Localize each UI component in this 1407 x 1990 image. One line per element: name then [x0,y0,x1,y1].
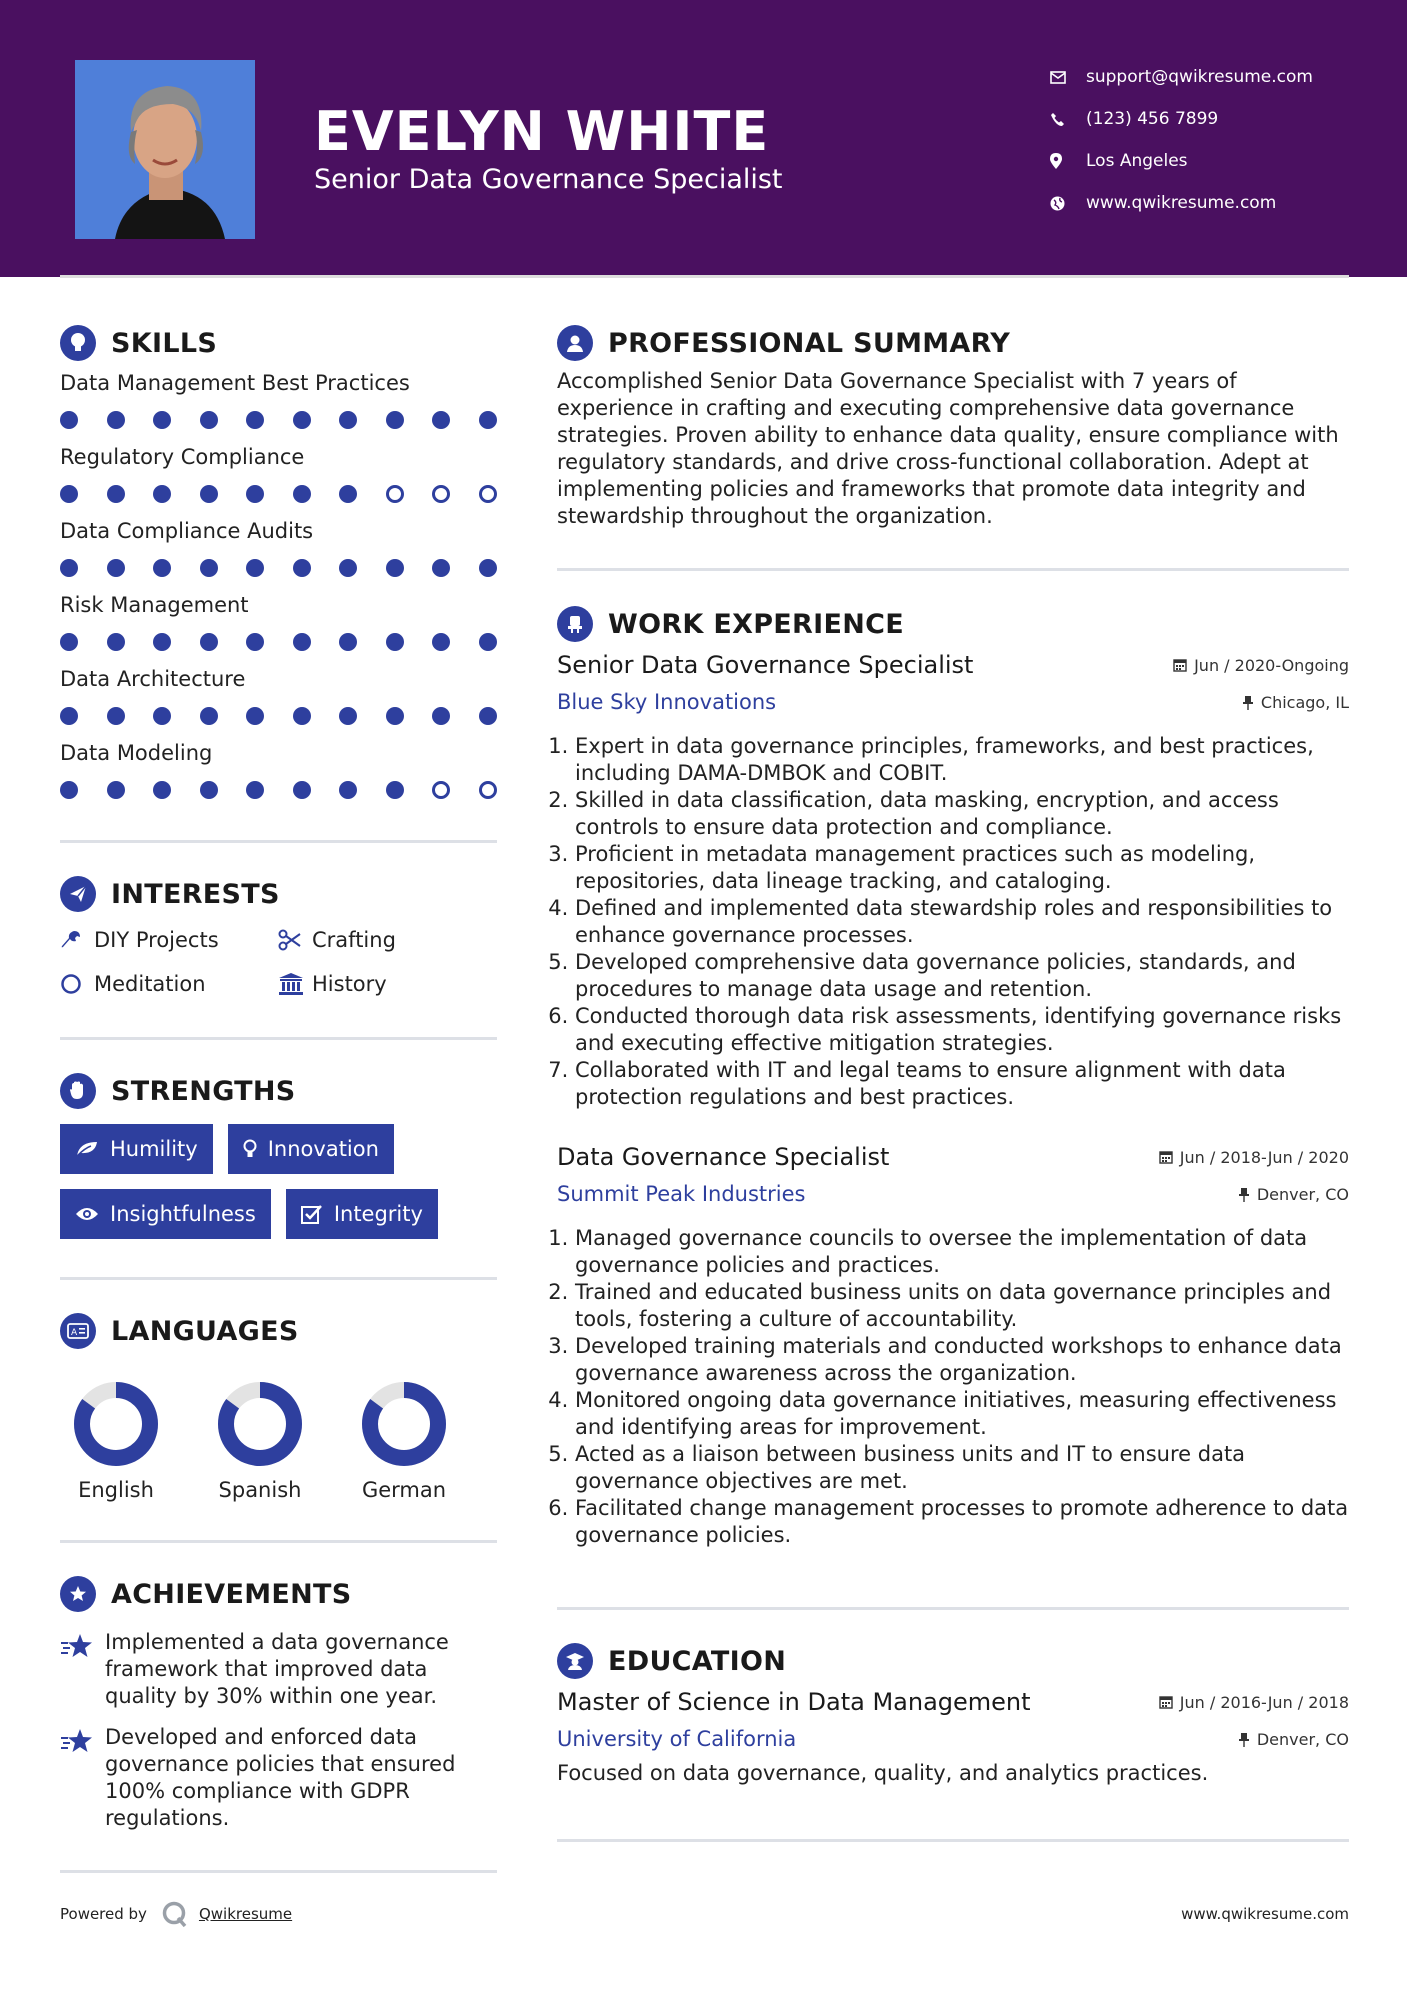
lightbulb-icon [60,325,96,361]
achievement-item [60,1724,497,1832]
languages-section [60,1308,497,1502]
achievement-item [60,1629,497,1710]
interests-section [60,871,497,999]
duty-item: 3. Proficient in metadata management practices such as modeling, repositories, data lineage tracking, and cataloging. [575,841,1349,895]
rating-dot-filled [200,707,218,725]
strengths-title: STRENGTHS [111,1075,296,1107]
rating-dot-empty [432,485,450,503]
education-section [557,1638,1349,1787]
job-dates-text: Jun / 2020-Ongoing [1194,655,1349,675]
rating-dot-filled [432,559,450,577]
calendar-icon [1173,658,1187,672]
skill-item [60,590,497,664]
rating-dot-filled [432,707,450,725]
rating-dot-filled [386,559,404,577]
rating-dot-filled [246,707,264,725]
education-location-text: Denver, CO [1256,1729,1349,1749]
contact-location-text: Los Angeles [1086,151,1188,171]
duty-item: 5. Acted as a liaison between business units and IT to ensure data governance objectives are met. [575,1441,1349,1495]
interest-label: Crafting [312,928,396,952]
contact-email[interactable] [1050,56,1313,98]
pushpin-icon [1238,1732,1250,1747]
strength-tag [60,1189,271,1239]
check-square-icon [301,1204,323,1224]
user-icon [557,325,593,361]
footer-website[interactable]: www.qwikresume.com [1181,1905,1349,1923]
job-location [1242,693,1349,712]
rating-dot-filled [339,633,357,651]
duty-item: 1. Managed governance councils to oversee the implementation of data governance policies and practices. [575,1225,1349,1279]
rating-dot-filled [479,411,497,429]
contact-website-text: www.qwikresume.com [1086,193,1277,213]
rating-dot-filled [246,633,264,651]
language-donut [360,1380,448,1468]
bank-icon [278,972,312,996]
portrait-image [75,60,255,239]
resume-header [0,0,1407,277]
language-label: Spanish [218,1478,302,1502]
strength-label: Integrity [333,1202,423,1226]
contact-email-text: support@qwikresume.com [1086,67,1313,87]
star-icon [60,1629,105,1710]
rating-dot-filled [107,485,125,503]
rating-dot-filled [107,633,125,651]
skill-item [60,664,497,738]
section-divider [60,1037,497,1040]
skill-rating [60,768,497,812]
skill-item [60,738,497,812]
rating-dot-filled [339,781,357,799]
company-row [557,683,1349,721]
achievements-section [60,1571,497,1832]
experience-section [557,601,1349,1549]
interest-label: History [312,972,387,996]
qwikresume-logo-icon [161,1900,189,1928]
company-name: Blue Sky Innovations [557,690,777,714]
rating-dot-filled [153,411,171,429]
skill-rating [60,398,497,442]
interest-label: Meditation [94,972,206,996]
wrench-icon [60,929,94,951]
powered-by [60,1900,292,1928]
skill-name: Regulatory Compliance [60,445,305,469]
scissors-icon [278,929,312,951]
rating-dot-filled [153,559,171,577]
rating-dot-filled [107,707,125,725]
rating-dot-filled [293,485,311,503]
job-duties [557,1225,1349,1549]
rating-dot-filled [479,559,497,577]
skill-name: Risk Management [60,593,249,617]
language-donut [72,1380,160,1468]
education-location [1238,1730,1349,1749]
rating-dot-filled [479,633,497,651]
brand-link[interactable]: Qwikresume [198,1905,293,1923]
skill-rating [60,546,497,590]
rating-dot-filled [153,707,171,725]
language-item [60,1380,172,1502]
duty-item: 2. Trained and educated business units on data governance principles and tools, fostering a culture of accountability. [575,1279,1349,1333]
interests-list [60,925,497,999]
languages-heading [60,1308,497,1354]
experience-heading [557,601,1349,647]
skills-heading [60,320,497,366]
job-title: Data Governance Specialist [557,1143,890,1171]
strengths-list [60,1124,497,1239]
job-dates [1173,656,1349,675]
rating-dot-filled [339,559,357,577]
interests-title: INTERESTS [111,878,280,910]
section-divider [557,1607,1349,1610]
degree-row [557,1684,1349,1720]
achievement-text: Developed and enforced data governance policies that ensured 100% compliance with GDPR regulations. [105,1725,456,1830]
rating-dot-filled [293,781,311,799]
language-icon [60,1313,96,1349]
interest-item [60,969,278,999]
skills-list [60,368,497,812]
interests-heading [60,871,497,917]
right-column [557,320,1349,1842]
rating-dot-filled [246,559,264,577]
summary-title: PROFESSIONAL SUMMARY [608,327,1011,359]
strength-tag [228,1124,394,1174]
education-title: EDUCATION [608,1645,787,1677]
language-label: German [361,1478,447,1502]
rating-dot-filled [386,707,404,725]
rating-dot-filled [386,411,404,429]
language-item [348,1380,460,1502]
section-divider [557,568,1349,571]
duty-item: 6. Conducted thorough data risk assessments, identifying governance risks and executing effective mitigation strategies. [575,1003,1349,1057]
duty-item: 2. Skilled in data classification, data masking, encryption, and access controls to ensure data protection and compliance. [575,787,1349,841]
lightbulb-icon [243,1139,257,1159]
job-dates [1159,1148,1349,1167]
strengths-section [60,1068,497,1239]
language-label: English [78,1478,154,1502]
rating-dot-filled [60,411,78,429]
achievements-title: ACHIEVEMENTS [111,1578,352,1610]
achievement-text: Implemented a data governance framework that improved data quality by 30% within one year. [105,1630,449,1708]
hand-icon [60,1073,96,1109]
education-dates-text: Jun / 2016-Jun / 2018 [1179,1692,1349,1712]
rating-dot-empty [386,485,404,503]
job-location-text: Chicago, IL [1260,692,1349,712]
job-entry [557,647,1349,1111]
section-divider [557,1839,1349,1842]
leaf-icon [75,1140,99,1158]
strength-label: Innovation [267,1137,379,1161]
page-footer [60,1900,1349,1928]
experience-title: WORK EXPERIENCE [608,608,904,640]
section-divider [60,840,497,843]
rating-dot-filled [200,559,218,577]
rating-dot-filled [246,411,264,429]
profile-photo [75,60,255,239]
rating-dot-filled [200,411,218,429]
rating-dot-filled [432,633,450,651]
candidate-name: EVELYN WHITE [314,100,770,163]
section-divider [60,1277,497,1280]
rating-dot-filled [60,485,78,503]
skill-rating [60,620,497,664]
job-location-text: Denver, CO [1256,1184,1349,1204]
rating-dot-filled [386,781,404,799]
contact-website[interactable] [1050,182,1313,224]
skill-name: Data Management Best Practices [60,371,410,395]
job-title-row [557,1139,1349,1175]
rating-dot-filled [293,707,311,725]
achievements-heading [60,1571,497,1617]
candidate-role: Senior Data Governance Specialist [314,164,783,195]
globe-icon [1050,196,1086,211]
rating-dot-filled [339,485,357,503]
rating-dot-filled [479,707,497,725]
strength-label: Insightfulness [110,1202,256,1226]
envelope-icon [1050,71,1086,84]
school-name: University of California [557,1727,797,1751]
rating-dot-empty [432,781,450,799]
strengths-heading [60,1068,497,1114]
circle-icon [60,973,94,995]
eye-icon [75,1206,99,1222]
paper-plane-icon [60,876,96,912]
duty-item: 4. Monitored ongoing data governance initiatives, measuring effectiveness and identifying areas for improvement. [575,1387,1349,1441]
skill-item [60,516,497,590]
calendar-icon [1159,1150,1173,1164]
rating-dot-filled [200,485,218,503]
skill-rating [60,694,497,738]
strength-tag [286,1189,438,1239]
rating-dot-filled [432,411,450,429]
education-heading [557,1638,1349,1684]
duty-item: 3. Developed training materials and conducted workshops to enhance data governance awareness across the organization. [575,1333,1349,1387]
rating-dot-filled [200,633,218,651]
rating-dot-filled [60,707,78,725]
job-dates-text: Jun / 2018-Jun / 2020 [1179,1147,1349,1167]
rating-dot-filled [339,411,357,429]
job-duties [557,733,1349,1111]
rating-dot-filled [107,559,125,577]
skill-name: Data Architecture [60,667,246,691]
rating-dot-filled [200,781,218,799]
skills-title: SKILLS [111,327,218,359]
contact-phone[interactable] [1050,98,1313,140]
pushpin-icon [1242,695,1254,710]
job-title: Senior Data Governance Specialist [557,651,974,679]
phone-icon [1050,112,1086,127]
language-donut [216,1380,304,1468]
powered-by-label: Powered by [60,1905,147,1923]
rating-dot-filled [339,707,357,725]
rating-dot-filled [293,411,311,429]
graduate-icon [557,1643,593,1679]
rating-dot-empty [479,485,497,503]
rating-dot-filled [107,411,125,429]
interest-item [278,969,496,999]
rating-dot-filled [246,485,264,503]
duty-item: 7. Collaborated with IT and legal teams to ensure alignment with data protection regulations and best practices. [575,1057,1349,1111]
languages-list [60,1380,460,1502]
section-divider [60,1870,497,1873]
job-title-row [557,647,1349,683]
rating-dot-filled [293,559,311,577]
header-divider [60,275,1349,278]
pushpin-icon [1238,1187,1250,1202]
job-entry [557,1139,1349,1549]
rating-dot-filled [153,781,171,799]
rating-dot-filled [293,633,311,651]
strength-tag [60,1124,213,1174]
left-column [60,320,497,1873]
interest-item [278,925,496,955]
map-pin-icon [1050,153,1086,169]
degree-name: Master of Science in Data Management [557,1688,1031,1716]
summary-heading [557,320,1349,366]
rating-dot-filled [60,781,78,799]
language-item [204,1380,316,1502]
company-row [557,1175,1349,1213]
svg-text:A: A [71,1328,78,1338]
skill-item [60,442,497,516]
interest-item [60,925,278,955]
summary-text: Accomplished Senior Data Governance Specialist with 7 years of experience in crafting and executing comprehensive data governance strategies. Proven ability to enhance data quality, ensure compliance with regulatory standards, and drive cross-functional collaboration. Adept at implementing policies and frameworks that promote data integrity and stewardship throughout the organization. [557,369,1339,528]
skills-section [60,320,497,812]
calendar-icon [1159,1695,1173,1709]
languages-title: LANGUAGES [111,1315,299,1347]
skill-item [60,368,497,442]
summary-section [557,320,1349,530]
star-icon [60,1724,105,1832]
star-badge-icon [60,1576,96,1612]
rating-dot-filled [153,485,171,503]
duty-item: 6. Facilitated change management processes to promote adherence to data governance policies. [575,1495,1349,1549]
skill-rating [60,472,497,516]
skill-name: Data Compliance Audits [60,519,314,543]
rating-dot-filled [107,781,125,799]
rating-dot-filled [153,633,171,651]
rating-dot-filled [246,781,264,799]
duty-item: 1. Expert in data governance principles, frameworks, and best practices, including DAMA-DMBOK and COBIT. [575,733,1349,787]
briefcase-icon [557,606,593,642]
contact-location [1050,140,1313,182]
rating-dot-filled [60,633,78,651]
education-description: Focused on data governance, quality, and analytics practices. [557,1761,1209,1785]
duty-item: 4. Defined and implemented data stewardship roles and responsibilities to enhance governance processes. [575,895,1349,949]
skill-name: Data Modeling [60,741,213,765]
school-row [557,1720,1349,1758]
contact-block [1050,56,1313,224]
contact-phone-text: (123) 456 7899 [1086,109,1219,129]
rating-dot-filled [60,559,78,577]
duty-item: 5. Developed comprehensive data governance policies, standards, and procedures to manage data usage and retention. [575,949,1349,1003]
company-name: Summit Peak Industries [557,1182,806,1206]
job-location [1238,1185,1349,1204]
education-dates [1159,1693,1349,1712]
section-divider [60,1540,497,1543]
strength-label: Humility [110,1137,198,1161]
rating-dot-filled [386,633,404,651]
rating-dot-empty [479,781,497,799]
interest-label: DIY Projects [94,928,219,952]
